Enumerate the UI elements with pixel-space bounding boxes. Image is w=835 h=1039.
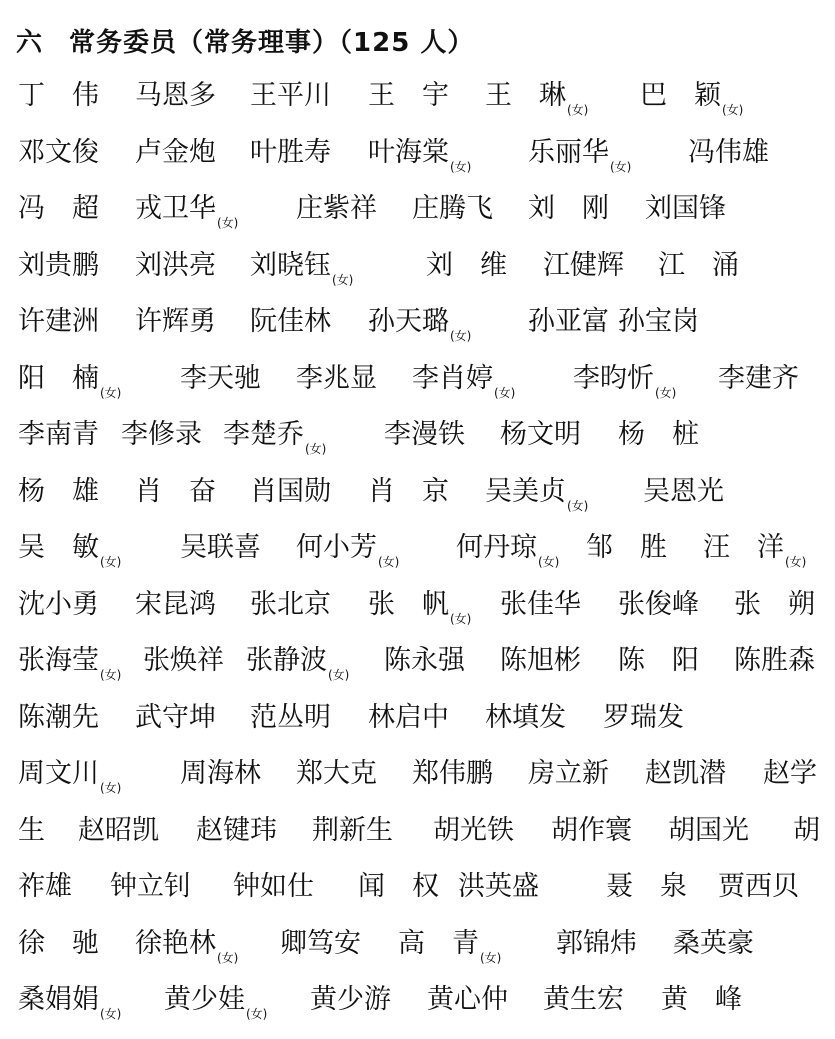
member-name	[143, 641, 224, 681]
member-name	[500, 415, 581, 455]
member-name	[223, 415, 326, 469]
member-name-text: 宋昆鸿	[135, 588, 216, 620]
member-name-text: 钟立钊	[110, 871, 191, 902]
member-name-text: 郭锦炜	[556, 927, 637, 959]
member-name-text: 吴美贞	[485, 475, 566, 507]
member-name	[658, 246, 739, 286]
member-name-text: 张佳华	[500, 588, 581, 620]
member-name-text: 江 涌	[658, 249, 739, 281]
member-name-text: 阮佳林	[250, 306, 331, 337]
member-name	[661, 980, 742, 1020]
member-name-text: 赵学	[763, 758, 817, 789]
member-name-text: 何小芳	[296, 532, 377, 563]
member-name-text: 卿笃安	[280, 927, 361, 959]
member-name	[543, 980, 624, 1020]
female-mark: (女)	[332, 272, 354, 287]
member-name	[18, 698, 99, 738]
member-name-text: 王 宇	[368, 80, 449, 111]
member-name	[296, 189, 377, 229]
member-name	[398, 924, 501, 978]
member-name-text: 陈 阳	[618, 645, 699, 676]
member-name	[384, 415, 465, 455]
member-name-text: 范丛明	[250, 701, 331, 733]
female-mark: (女)	[722, 103, 744, 117]
member-name-text: 刘 刚	[528, 193, 609, 224]
female-mark: (女)	[217, 216, 239, 230]
member-name-text: 叶胜寿	[250, 136, 331, 168]
member-name	[433, 811, 514, 851]
member-name-text: 徐艳林	[135, 927, 216, 959]
female-mark: (女)	[567, 498, 589, 513]
member-name	[673, 924, 754, 964]
member-name-text: 孙宝岗	[618, 306, 699, 337]
member-name	[643, 472, 724, 512]
member-name-text: 张 朔	[734, 588, 815, 620]
member-name-text: 冯 超	[18, 193, 99, 224]
member-name-text: 桑娟娟	[18, 984, 99, 1015]
member-name-text: 李修录	[121, 419, 202, 450]
member-name	[618, 585, 699, 625]
member-name-text: 杨文明	[500, 419, 581, 450]
member-name-text: 郑大克	[296, 758, 377, 789]
member-name-text: 李楚乔	[223, 419, 304, 450]
member-name	[618, 641, 699, 681]
female-mark: (女)	[100, 1007, 122, 1021]
member-name-text: 马恩多	[135, 80, 216, 111]
member-name	[603, 698, 684, 738]
member-name-text: 黄少游	[310, 984, 391, 1015]
member-name-text: 戎卫华	[135, 193, 216, 224]
member-name-text: 聂 泉	[606, 871, 687, 902]
member-name	[703, 528, 806, 582]
female-mark: (女)	[378, 555, 400, 569]
female-mark: (女)	[450, 329, 472, 343]
member-name	[793, 811, 820, 851]
member-name-text: 林填发	[485, 701, 566, 733]
member-name	[135, 472, 216, 512]
member-name-text: 胡国光	[668, 814, 749, 846]
female-mark: (女)	[655, 385, 677, 400]
member-name-text: 生	[18, 814, 45, 846]
member-name-text: 庄紫祥	[296, 193, 377, 224]
member-name	[250, 698, 331, 738]
member-name-text: 乐丽华	[528, 136, 609, 168]
member-name	[18, 302, 99, 342]
member-name	[135, 585, 216, 625]
member-name	[18, 189, 99, 229]
member-name	[427, 980, 508, 1020]
member-name	[500, 641, 581, 681]
member-name	[135, 698, 216, 738]
member-name-text: 钟如仕	[233, 871, 314, 902]
member-name-text: 刘洪亮	[135, 249, 216, 281]
member-name-text: 黄生宏	[543, 984, 624, 1015]
section-number: 六	[16, 28, 44, 58]
member-name	[606, 867, 687, 907]
member-name-text: 张 帆	[368, 588, 449, 620]
member-name	[250, 585, 331, 625]
female-mark: (女)	[785, 555, 807, 569]
member-name-text: 赵昭凯	[78, 814, 159, 846]
female-mark: (女)	[100, 555, 122, 569]
member-name-text: 庄腾飞	[412, 193, 493, 224]
member-name-text: 许建洲	[18, 306, 99, 337]
member-name-text: 罗瑞发	[603, 701, 684, 733]
member-name	[18, 528, 121, 582]
member-name-text: 刘国锋	[645, 193, 726, 224]
female-mark: (女)	[217, 950, 239, 965]
member-name	[412, 189, 493, 229]
female-mark: (女)	[328, 668, 350, 682]
member-name-text: 祚雄	[18, 871, 72, 902]
member-name	[368, 585, 471, 639]
member-name-text: 阳 楠	[18, 362, 99, 394]
member-name	[688, 133, 769, 173]
member-name-text: 李肖婷	[412, 362, 493, 394]
female-mark: (女)	[480, 950, 502, 965]
member-name	[296, 359, 377, 399]
member-name-text: 江健辉	[543, 249, 624, 281]
member-name	[645, 189, 726, 229]
member-name-text: 叶海棠	[368, 136, 449, 168]
member-name-text: 张静波	[246, 645, 327, 676]
member-name	[110, 867, 191, 907]
member-name	[18, 980, 121, 1034]
member-name-text: 张海莹	[18, 645, 99, 676]
member-name	[734, 641, 815, 681]
member-name-text: 许辉勇	[135, 306, 216, 337]
member-name	[368, 698, 449, 738]
member-name	[196, 811, 277, 851]
member-name	[412, 359, 515, 413]
member-name-text: 黄 峰	[661, 984, 742, 1015]
member-name	[312, 811, 393, 851]
member-name-text: 周海林	[180, 758, 261, 789]
female-mark: (女)	[494, 385, 516, 400]
member-name	[528, 189, 609, 229]
member-name-text: 李漫铁	[384, 419, 465, 450]
member-name	[18, 133, 99, 173]
member-name-text: 李建齐	[718, 362, 799, 394]
member-name-text: 赵凯潜	[645, 758, 726, 789]
member-name-text: 张焕祥	[143, 645, 224, 676]
member-name	[500, 585, 581, 625]
member-name	[528, 754, 609, 794]
member-name-text: 黄心仲	[427, 984, 508, 1015]
member-name	[296, 528, 399, 582]
member-name-text: 吴恩光	[643, 475, 724, 507]
member-name	[668, 811, 749, 851]
member-name	[180, 528, 261, 568]
member-name-text: 黄少娃	[164, 984, 245, 1015]
member-name	[250, 133, 331, 173]
member-name-text: 杨 桩	[618, 419, 699, 450]
member-name	[618, 415, 699, 455]
member-name-text: 周文川	[18, 758, 99, 789]
member-name-text: 刘晓钰	[250, 249, 331, 281]
member-name	[551, 811, 632, 851]
member-name-text: 陈永强	[384, 645, 465, 676]
member-name-text: 张俊峰	[618, 588, 699, 620]
member-name	[485, 472, 588, 526]
member-name	[426, 246, 507, 286]
member-name	[573, 359, 676, 413]
member-name-text: 吴联喜	[180, 532, 261, 563]
member-name-text: 李南青	[18, 419, 99, 450]
member-name-text: 房立新	[528, 758, 609, 789]
member-name-text: 冯伟雄	[688, 136, 769, 168]
member-name-text: 李兆显	[296, 362, 377, 394]
member-name	[135, 76, 216, 116]
member-name	[135, 189, 238, 243]
member-name-text: 荆新生	[312, 814, 393, 846]
member-name-text: 胡	[793, 814, 820, 846]
member-name	[640, 76, 743, 130]
member-name	[180, 754, 261, 794]
female-mark: (女)	[567, 103, 589, 117]
member-name	[164, 980, 267, 1034]
member-name	[180, 359, 261, 399]
member-name-text: 孙亚富	[528, 306, 609, 337]
member-name-text: 杨 雄	[18, 475, 99, 507]
member-name	[368, 76, 449, 116]
member-name	[250, 76, 331, 116]
member-name-text: 沈小勇	[18, 588, 99, 620]
member-name-text: 孙天璐	[368, 306, 449, 337]
female-mark: (女)	[246, 1007, 268, 1021]
female-mark: (女)	[100, 781, 122, 795]
member-name-text: 刘 维	[426, 249, 507, 281]
female-mark: (女)	[538, 555, 560, 569]
member-name-text: 何丹琼	[456, 532, 537, 563]
member-name	[718, 359, 799, 399]
member-name	[763, 754, 817, 794]
member-name-text: 高 青	[398, 927, 479, 959]
member-name	[18, 246, 99, 286]
member-name	[718, 867, 799, 907]
member-name-text: 胡光铁	[433, 814, 514, 846]
female-mark: (女)	[450, 611, 472, 626]
member-name-text: 汪 洋	[703, 532, 784, 563]
member-name-text: 徐 驰	[18, 927, 99, 959]
member-name-text: 贾西贝	[718, 871, 799, 902]
member-name-text: 吴 敏	[18, 532, 99, 563]
member-name	[121, 415, 202, 455]
member-name	[18, 754, 121, 808]
member-name	[18, 472, 99, 512]
member-name-text: 肖 京	[368, 475, 449, 507]
member-name	[135, 924, 238, 978]
member-name-text: 陈潮先	[18, 701, 99, 733]
member-name-text: 王平川	[250, 80, 331, 111]
female-mark: (女)	[100, 668, 122, 682]
member-name-text: 陈旭彬	[500, 645, 581, 676]
member-name-text: 肖国勋	[250, 475, 331, 507]
member-name	[618, 302, 699, 342]
member-name	[135, 302, 216, 342]
female-mark: (女)	[305, 442, 327, 456]
member-name	[485, 76, 588, 130]
member-name	[556, 924, 637, 964]
member-name-text: 王 琳	[485, 80, 566, 111]
member-name	[280, 924, 361, 964]
member-name	[18, 867, 72, 907]
member-name	[485, 698, 566, 738]
member-name	[368, 133, 471, 187]
member-name	[412, 754, 493, 794]
member-name-text: 洪英盛	[458, 871, 539, 902]
member-name-text: 巴 颖	[640, 80, 721, 111]
female-mark: (女)	[100, 385, 122, 400]
member-name-text: 赵键玮	[196, 814, 277, 846]
female-mark: (女)	[610, 159, 632, 174]
member-name-text: 刘贵鹏	[18, 249, 99, 281]
member-name	[18, 641, 121, 695]
member-name	[250, 302, 331, 342]
member-name	[250, 246, 353, 300]
section-heading	[16, 22, 474, 59]
member-name	[18, 359, 121, 413]
member-name-text: 邓文俊	[18, 136, 99, 168]
member-name	[135, 133, 216, 173]
member-name	[645, 754, 726, 794]
member-name	[18, 585, 99, 625]
female-mark: (女)	[450, 159, 472, 174]
member-name	[458, 867, 539, 907]
member-name	[368, 302, 471, 356]
section-title: 常务委员（常务理事）（125 人）	[69, 28, 475, 58]
member-name	[18, 811, 45, 851]
member-name	[296, 754, 377, 794]
member-name	[18, 415, 99, 455]
member-name	[358, 867, 439, 907]
member-name	[528, 133, 631, 187]
member-name	[246, 641, 349, 695]
member-name	[135, 246, 216, 286]
member-name-text: 武守坤	[135, 701, 216, 733]
member-name	[18, 924, 99, 964]
member-name	[586, 528, 667, 568]
member-name-text: 李昀忻	[573, 362, 654, 394]
member-name	[18, 76, 99, 116]
member-name-text: 邹 胜	[586, 532, 667, 563]
member-name	[384, 641, 465, 681]
member-name	[368, 472, 449, 512]
member-name	[543, 246, 624, 286]
member-name	[250, 472, 331, 512]
member-name-text: 肖 奋	[135, 475, 216, 507]
member-name	[78, 811, 159, 851]
member-name	[734, 585, 815, 625]
member-name-text: 丁 伟	[18, 80, 99, 111]
member-name	[456, 528, 559, 582]
member-name-text: 林启中	[368, 701, 449, 733]
member-name-text: 李天驰	[180, 362, 261, 394]
member-name-text: 胡作寰	[551, 814, 632, 846]
member-name-text: 卢金炮	[135, 136, 216, 168]
member-name-text: 张北京	[250, 588, 331, 620]
member-name-text: 闻 权	[358, 871, 439, 902]
member-name-text: 陈胜森	[734, 645, 815, 676]
member-name	[233, 867, 314, 907]
member-name	[528, 302, 609, 342]
member-name	[310, 980, 391, 1020]
member-name-text: 桑英豪	[673, 927, 754, 959]
member-name-text: 郑伟鹏	[412, 758, 493, 789]
